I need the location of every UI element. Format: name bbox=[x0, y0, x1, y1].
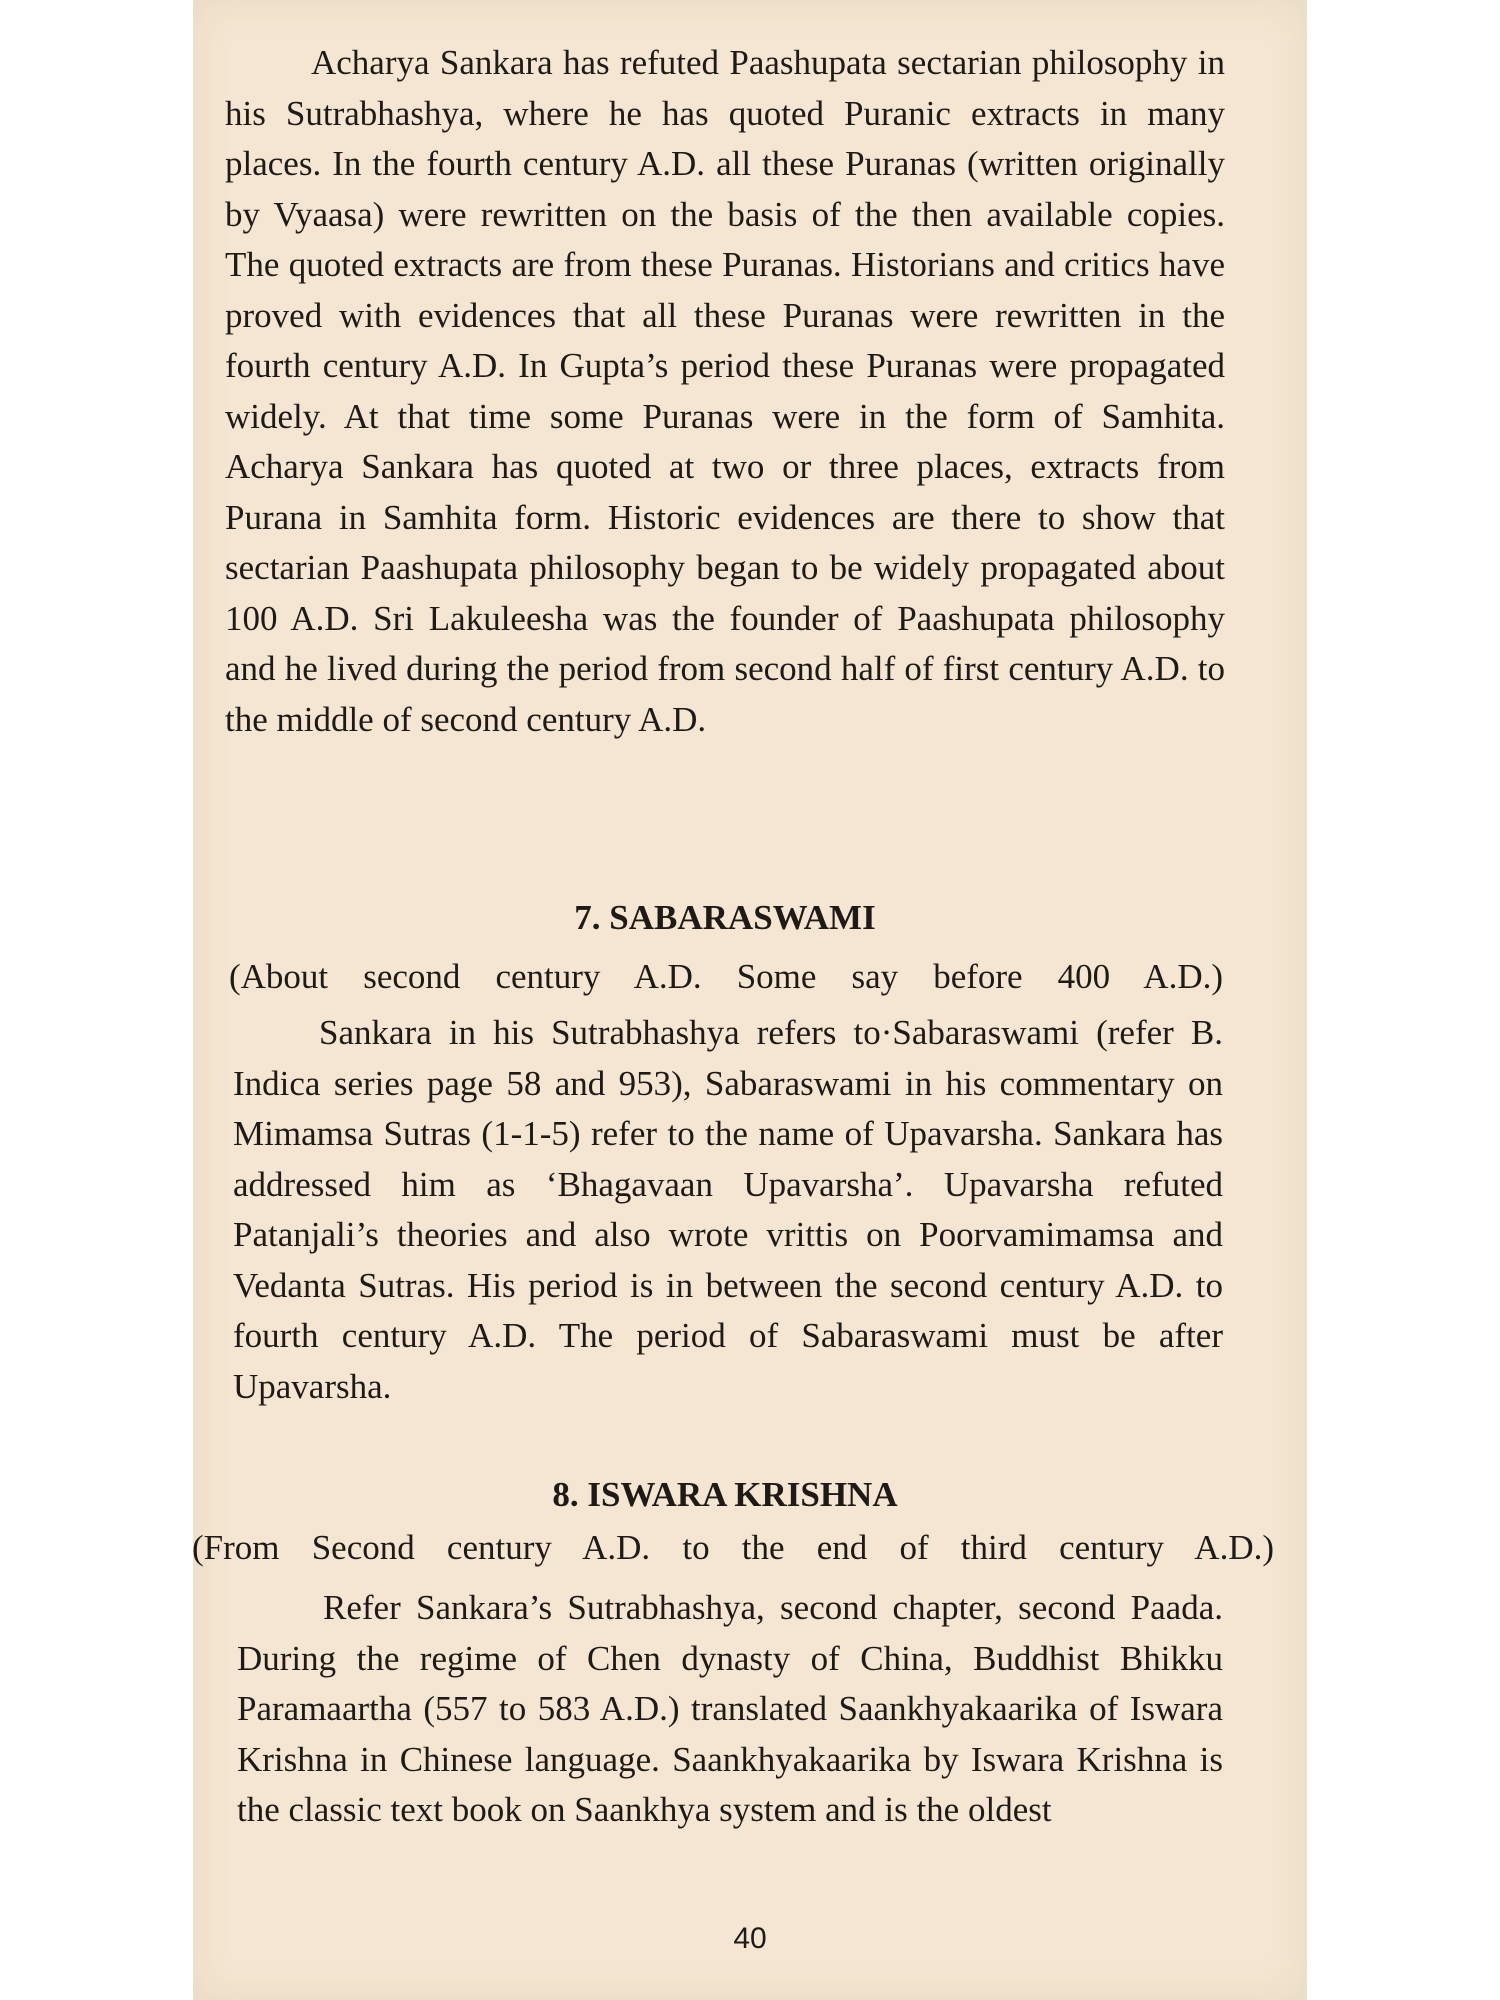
section-7-paragraph: Sankara in his Sutrabhashya refers to·Sabaraswami (refer B. Indica series page 58 and 953), Sabaraswami in his commentary on Mimamsa Sutras (1-1-5) refer to the name of Upavarsha. Sankara has addressed him as ‘Bhagavaan Upavarsha’. Upavarsha refuted Patanjali’s theories and also wrote vrittis on Poorvamimamsa and Vedanta Sutras. His period is in between the second century A.D. to fourth century A.D. The period of Sabaraswami must be after Upavarsha. bbox=[233, 1013, 1223, 1406]
section-8-subheading: (From Second century A.D. to the end of third century A.D.) bbox=[192, 1528, 1274, 1567]
section-8-heading: 8. ISWARA KRISHNA bbox=[552, 1475, 898, 1514]
section-8-paragraph: Refer Sankara’s Sutrabhashya, second chapter, second Paada. During the regime of Chen dynasty of China, Buddhist Bhikku Paramaartha (557 to 583 A.D.) translated Saankhyakaarika of Iswara Krishna in Chinese language. Saankhyakaarika by Iswara Krishna is the classic text book on Saankhya system and is the oldest bbox=[237, 1588, 1223, 1829]
section-7-heading: 7. SABARASWAMI bbox=[574, 898, 876, 937]
section-7-subheading: (About second century A.D. Some say before 400 A.D.) bbox=[229, 957, 1223, 996]
page-number: 40 bbox=[733, 1922, 767, 1955]
intro-paragraph: Acharya Sankara has refuted Paashupata sectarian philosophy in his Sutrabhashya, where he has quoted Puranic extracts in many places. In the fourth century A.D. all these Puranas (written originally by Vyaasa) were rewritten on the basis of the then available copies. The quoted extracts are from these Puranas. Historians and critics have proved with evidences that all these Puranas were rewritten in the fourth century A.D. In Gupta’s period these Puranas were propagated widely. At that time some Puranas were in the form of Samhita. Acharya Sankara has quoted at two or three places, extracts from Purana in Samhita form. Historic evidences are there to show that sectarian Paashupata philosophy began to be widely propagated about 100 A.D. Sri Lakuleesha was the founder of Paashupata philosophy and he lived during the period from second half of first century A.D. to the middle of second century A.D. bbox=[225, 43, 1225, 739]
